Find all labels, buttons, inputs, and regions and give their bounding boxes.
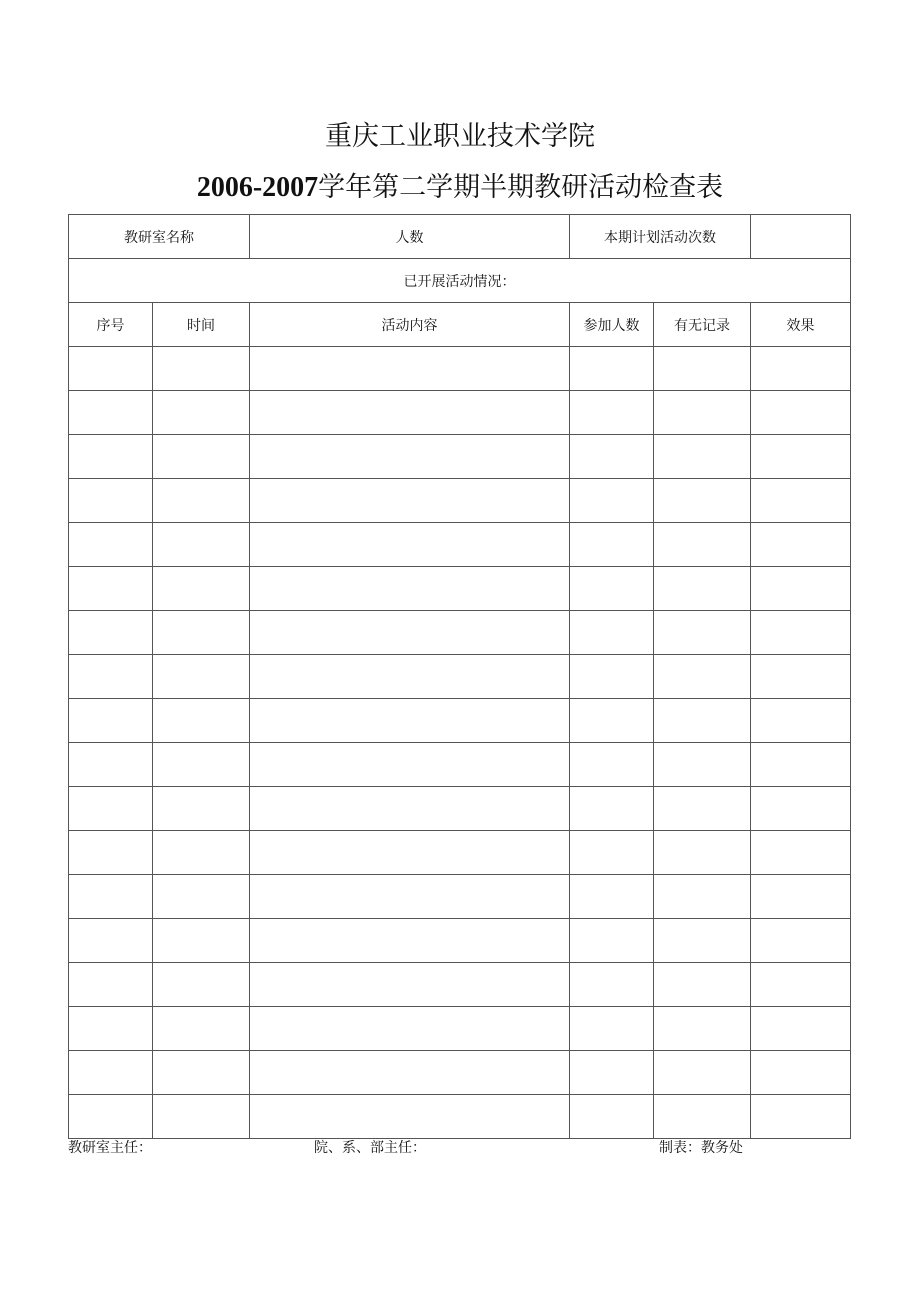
effect-cell[interactable] — [751, 963, 851, 1007]
record-cell[interactable] — [654, 391, 751, 435]
activity-status-row — [69, 259, 851, 303]
participants-cell[interactable] — [570, 479, 654, 523]
table-row — [69, 963, 851, 1007]
participants-cell[interactable] — [570, 787, 654, 831]
index-cell[interactable] — [69, 523, 153, 567]
effect-cell[interactable] — [751, 611, 851, 655]
planned-count-field[interactable] — [751, 215, 851, 259]
index-cell[interactable] — [69, 831, 153, 875]
record-cell[interactable] — [654, 831, 751, 875]
record-cell[interactable] — [654, 699, 751, 743]
table-row — [69, 1095, 851, 1139]
planned-count-label: 本期计划活动次数 — [570, 215, 751, 259]
effect-cell[interactable] — [751, 347, 851, 391]
table-row — [69, 875, 851, 919]
participants-cell[interactable] — [570, 391, 654, 435]
institution-title: 重庆工业职业技术学院 — [325, 121, 595, 152]
participants-cell[interactable] — [570, 919, 654, 963]
effect-cell[interactable] — [751, 435, 851, 479]
time-cell[interactable] — [153, 435, 250, 479]
footer-maker: 制表：教务处 — [659, 1140, 743, 1156]
content-cell[interactable] — [250, 479, 570, 523]
effect-cell[interactable] — [751, 655, 851, 699]
table-row — [69, 567, 851, 611]
record-cell[interactable] — [654, 1095, 751, 1139]
table-row — [69, 391, 851, 435]
people-label: 人数 — [250, 215, 570, 259]
index-cell[interactable] — [69, 743, 153, 787]
footer-director: 教研室主任： — [68, 1140, 152, 1156]
record-cell[interactable] — [654, 875, 751, 919]
index-cell[interactable] — [69, 611, 153, 655]
content-cell[interactable] — [250, 655, 570, 699]
content-cell[interactable] — [250, 567, 570, 611]
effect-cell[interactable] — [751, 523, 851, 567]
content-cell[interactable] — [250, 435, 570, 479]
record-cell[interactable] — [654, 919, 751, 963]
table-row — [69, 699, 851, 743]
effect-cell[interactable] — [751, 1095, 851, 1139]
record-cell[interactable] — [654, 787, 751, 831]
form-title-year: 2006-2007 — [196, 172, 319, 203]
record-cell[interactable] — [654, 963, 751, 1007]
content-cell[interactable] — [250, 347, 570, 391]
participants-cell[interactable] — [570, 875, 654, 919]
index-cell[interactable] — [69, 875, 153, 919]
time-cell[interactable] — [153, 919, 250, 963]
table-row — [69, 1051, 851, 1095]
content-cell[interactable] — [250, 611, 570, 655]
participants-cell[interactable] — [570, 1095, 654, 1139]
index-cell[interactable] — [69, 1095, 153, 1139]
effect-cell[interactable] — [751, 787, 851, 831]
record-cell[interactable] — [654, 347, 751, 391]
content-cell[interactable] — [250, 699, 570, 743]
index-cell[interactable] — [69, 347, 153, 391]
time-cell[interactable] — [153, 347, 250, 391]
table-row — [69, 523, 851, 567]
table-row — [69, 787, 851, 831]
participants-cell[interactable] — [570, 699, 654, 743]
col-header-effect: 效果 — [751, 303, 851, 347]
activity-status-label: 已开展活动情况： — [69, 259, 851, 303]
column-header-row — [69, 303, 851, 347]
content-cell[interactable] — [250, 787, 570, 831]
participants-cell[interactable] — [570, 435, 654, 479]
content-cell[interactable] — [250, 831, 570, 875]
content-cell[interactable] — [250, 391, 570, 435]
header-info-row — [69, 215, 851, 259]
content-cell[interactable] — [250, 523, 570, 567]
content-cell[interactable] — [250, 743, 570, 787]
participants-cell[interactable] — [570, 347, 654, 391]
col-header-participants: 参加人数 — [570, 303, 654, 347]
effect-cell[interactable] — [751, 875, 851, 919]
record-cell[interactable] — [654, 655, 751, 699]
participants-cell[interactable] — [570, 1051, 654, 1095]
index-cell[interactable] — [69, 919, 153, 963]
index-cell[interactable] — [69, 479, 153, 523]
content-cell[interactable] — [250, 963, 570, 1007]
content-cell[interactable] — [250, 919, 570, 963]
col-header-record: 有无记录 — [654, 303, 751, 347]
table-row — [69, 479, 851, 523]
table-row — [69, 347, 851, 391]
form-title — [0, 168, 920, 208]
time-cell[interactable] — [153, 875, 250, 919]
record-cell[interactable] — [654, 479, 751, 523]
record-cell[interactable] — [654, 567, 751, 611]
effect-cell[interactable] — [751, 919, 851, 963]
table-row — [69, 435, 851, 479]
effect-cell[interactable] — [751, 743, 851, 787]
time-cell[interactable] — [153, 523, 250, 567]
participants-cell[interactable] — [570, 567, 654, 611]
time-cell[interactable] — [153, 1095, 250, 1139]
index-cell[interactable] — [69, 655, 153, 699]
content-cell[interactable] — [250, 875, 570, 919]
effect-cell[interactable] — [751, 831, 851, 875]
record-cell[interactable] — [654, 523, 751, 567]
effect-cell[interactable] — [751, 479, 851, 523]
record-cell[interactable] — [654, 435, 751, 479]
content-cell[interactable] — [250, 1051, 570, 1095]
index-cell[interactable] — [69, 787, 153, 831]
time-cell[interactable] — [153, 655, 250, 699]
index-cell[interactable] — [69, 1051, 153, 1095]
time-cell[interactable] — [153, 391, 250, 435]
content-cell[interactable] — [250, 1095, 570, 1139]
time-cell[interactable] — [153, 831, 250, 875]
record-cell[interactable] — [654, 1051, 751, 1095]
participants-cell[interactable] — [570, 831, 654, 875]
effect-cell[interactable] — [751, 1051, 851, 1095]
time-cell[interactable] — [153, 787, 250, 831]
effect-cell[interactable] — [751, 391, 851, 435]
time-cell[interactable] — [153, 743, 250, 787]
participants-cell[interactable] — [570, 743, 654, 787]
col-header-index: 序号 — [69, 303, 153, 347]
record-cell[interactable] — [654, 1007, 751, 1051]
participants-cell[interactable] — [570, 1007, 654, 1051]
time-cell[interactable] — [153, 1051, 250, 1095]
form-title-name: 学年第二学期半期教研活动检查表 — [318, 172, 724, 203]
record-cell[interactable] — [654, 743, 751, 787]
time-cell[interactable] — [153, 611, 250, 655]
time-cell[interactable] — [153, 963, 250, 1007]
index-cell[interactable] — [69, 963, 153, 1007]
table-row — [69, 743, 851, 787]
index-cell[interactable] — [69, 1007, 153, 1051]
participants-cell[interactable] — [570, 523, 654, 567]
dept-name-label: 教研室名称 — [69, 215, 250, 259]
index-cell[interactable] — [69, 435, 153, 479]
table-row — [69, 919, 851, 963]
table-row — [69, 655, 851, 699]
index-cell[interactable] — [69, 699, 153, 743]
participants-cell[interactable] — [570, 611, 654, 655]
time-cell[interactable] — [153, 479, 250, 523]
footer-dean: 院、系、部主任： — [314, 1140, 426, 1156]
content-cell[interactable] — [250, 1007, 570, 1051]
effect-cell[interactable] — [751, 699, 851, 743]
table-row — [69, 1007, 851, 1051]
col-header-content: 活动内容 — [250, 303, 570, 347]
col-header-time: 时间 — [153, 303, 250, 347]
activity-check-table — [68, 214, 851, 1139]
table-row — [69, 611, 851, 655]
participants-cell[interactable] — [570, 963, 654, 1007]
effect-cell[interactable] — [751, 1007, 851, 1051]
index-cell[interactable] — [69, 567, 153, 611]
index-cell[interactable] — [69, 391, 153, 435]
participants-cell[interactable] — [570, 655, 654, 699]
time-cell[interactable] — [153, 699, 250, 743]
record-cell[interactable] — [654, 611, 751, 655]
time-cell[interactable] — [153, 567, 250, 611]
table-row — [69, 831, 851, 875]
time-cell[interactable] — [153, 1007, 250, 1051]
effect-cell[interactable] — [751, 567, 851, 611]
